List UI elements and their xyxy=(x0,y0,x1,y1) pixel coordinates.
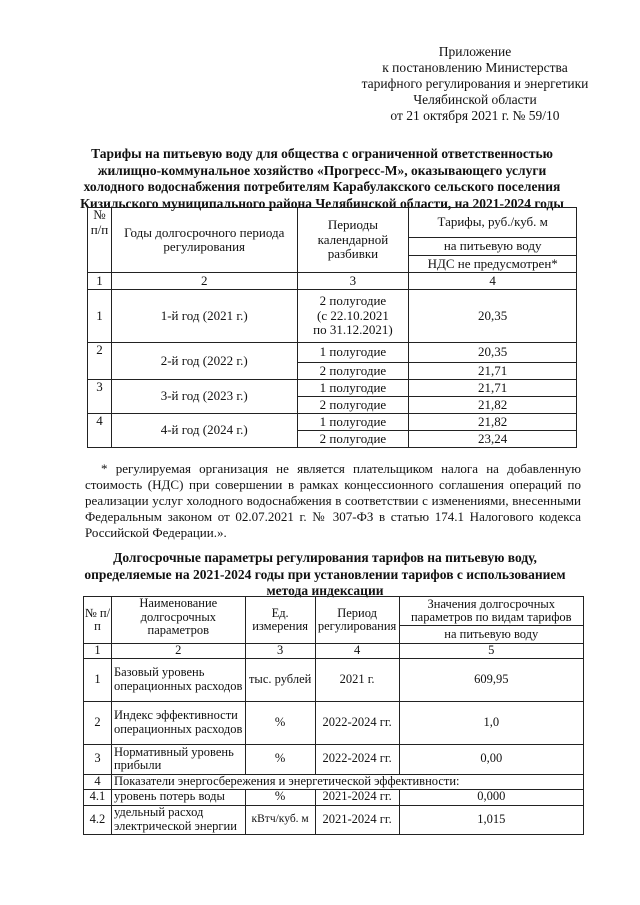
parameter-value-cell: 1,015 xyxy=(399,805,583,834)
table-row xyxy=(88,290,577,343)
table-row xyxy=(84,658,584,701)
tariff-table-title xyxy=(62,146,582,212)
header-cell-num: № п/п xyxy=(88,208,112,273)
tariff-value-cell: 21,71 xyxy=(409,363,577,380)
period-cell: 1 полугодие xyxy=(297,380,409,397)
parameter-name-cell: удельный расход электрической энергии xyxy=(111,805,245,834)
year-cell: 1-й год (2021 г.) xyxy=(111,290,297,343)
appendix-line: Челябинской области xyxy=(413,92,537,107)
column-number-cell: 1 xyxy=(84,644,112,659)
parameter-value-cell: 0,000 xyxy=(399,789,583,805)
header-cell-num: № п/п xyxy=(84,597,112,644)
vat-footnote: * регулируемая организация не является плательщиком налога на добавленную стоимость (НДС) при совершении в рамках концессионного соглашения операций по реализации услуг холодного водоснабжения в соответствии с изменениями, внесенными Федеральным законом от 02.07.2021 г. № 307-ФЗ в статью 174.1 Налогового кодекса Российской Федерации.». xyxy=(85,461,581,540)
unit-cell: % xyxy=(245,789,315,805)
row-num-cell: 2 xyxy=(84,701,112,744)
period-line: 2 полугодие xyxy=(319,293,387,309)
row-num-cell: 4 xyxy=(84,774,112,789)
parameter-name-cell: Индекс эффективности операционных расходов xyxy=(111,701,245,744)
header-cell-period: Период регулирования xyxy=(315,597,399,644)
column-number-cell: 4 xyxy=(409,273,577,290)
column-number-cell: 2 xyxy=(111,644,245,659)
parameter-value-cell: 609,95 xyxy=(399,658,583,701)
period-line: по 31.12.2021) xyxy=(313,322,393,338)
table-row xyxy=(84,744,584,774)
row-num-cell: 4.1 xyxy=(84,789,112,805)
row-num-cell: 1 xyxy=(88,290,112,343)
column-number-cell: 2 xyxy=(111,273,297,290)
title-line: метода индексации xyxy=(266,583,384,598)
title-line: холодного водоснабжения потребителям Карабулакского сельского поселения xyxy=(83,179,561,194)
row-num-cell: 4 xyxy=(88,414,112,448)
header-cell-years: Годы долгосрочного периода регулирования xyxy=(111,208,297,273)
header-cell-vat: НДС не предусмотрен* xyxy=(409,255,577,272)
period-cell: 2 полугодие xyxy=(297,363,409,380)
period-cell: 2 полугодие xyxy=(297,431,409,448)
parameter-value-cell: 0,00 xyxy=(399,744,583,774)
tariff-value-cell: 20,35 xyxy=(409,343,577,363)
title-line: Тарифы на питьевую воду для общества с ограниченной ответственностью xyxy=(91,146,553,161)
parameter-value-cell: 1,0 xyxy=(399,701,583,744)
period-cell: 2021-2024 гг. xyxy=(315,789,399,805)
column-number-cell: 4 xyxy=(315,644,399,659)
appendix-line: от 21 октября 2021 г. № 59/10 xyxy=(390,108,560,123)
appendix-header xyxy=(330,44,620,124)
period-cell: 1 полугодие xyxy=(297,414,409,431)
period-cell: 2022-2024 гг. xyxy=(315,701,399,744)
title-line: Долгосрочные параметры регулирования тарифов на питьевую воду, xyxy=(113,550,537,565)
row-num-cell: 4.2 xyxy=(84,805,112,834)
appendix-line: тарифного регулирования и энергетики xyxy=(361,76,589,91)
table-row xyxy=(84,701,584,744)
table-row xyxy=(84,805,584,834)
header-cell-periods: Периоды календарной разбивки xyxy=(297,208,409,273)
column-number-cell: 3 xyxy=(245,644,315,659)
tariff-table xyxy=(87,207,577,448)
table-row xyxy=(88,380,577,397)
appendix-line: к постановлению Министерства xyxy=(382,60,568,75)
period-cell: 1 полугодие xyxy=(297,343,409,363)
header-cell-values: Значения долгосрочных параметров по видам тарифов xyxy=(399,597,583,626)
unit-cell: % xyxy=(245,701,315,744)
year-cell: 3-й год (2023 г.) xyxy=(111,380,297,414)
header-cell-name: Наименование долгосрочных параметров xyxy=(111,597,245,644)
table-row xyxy=(84,774,584,789)
period-line: (с 22.10.2021 xyxy=(317,307,389,323)
tariff-value-cell: 21,82 xyxy=(409,414,577,431)
table-row xyxy=(84,789,584,805)
table-row xyxy=(88,343,577,363)
parameter-group-cell: Показатели энергосбережения и энергетической эффективности: xyxy=(111,774,583,789)
title-line: жилищно-коммунальное хозяйство «Прогресс-М», оказывающего услуги xyxy=(97,162,547,178)
period-cell: 2022-2024 гг. xyxy=(315,744,399,774)
period-cell xyxy=(297,290,409,343)
title-line: определяемые на 2021-2024 годы при установлении тарифов с использованием xyxy=(84,566,566,582)
unit-cell: тыс. рублей xyxy=(245,658,315,701)
appendix-line: Приложение xyxy=(438,44,512,59)
header-cell-water: на питьевую воду xyxy=(409,238,577,255)
row-num-cell: 1 xyxy=(84,658,112,701)
tariff-value-cell: 21,71 xyxy=(409,380,577,397)
title-line: Кизильского муниципального района Челябинской области, на 2021-2024 годы xyxy=(80,195,564,211)
tariff-value-cell: 20,35 xyxy=(409,290,577,343)
row-num-cell: 2 xyxy=(88,343,112,380)
column-number-cell: 1 xyxy=(88,273,112,290)
parameter-name-cell: Нормативный уровень прибыли xyxy=(111,744,245,774)
parameters-table-title xyxy=(70,550,580,600)
header-cell-water: на питьевую воду xyxy=(399,626,583,644)
tariff-value-cell: 23,24 xyxy=(409,431,577,448)
parameter-name-cell: Базовый уровень операционных расходов xyxy=(111,658,245,701)
header-cell-unit: Ед. измерения xyxy=(245,597,315,644)
year-cell: 4-й год (2024 г.) xyxy=(111,414,297,448)
unit-cell: % xyxy=(245,744,315,774)
row-num-cell: 3 xyxy=(88,380,112,414)
period-cell: 2021 г. xyxy=(315,658,399,701)
tariff-value-cell: 21,82 xyxy=(409,397,577,414)
column-number-cell: 5 xyxy=(399,644,583,659)
column-number-cell: 3 xyxy=(297,273,409,290)
row-num-cell: 3 xyxy=(84,744,112,774)
header-cell-tariff: Тарифы, руб./куб. м xyxy=(409,208,577,238)
parameters-table xyxy=(83,596,584,835)
period-cell: 2 полугодие xyxy=(297,397,409,414)
unit-cell: кВтч/куб. м xyxy=(245,805,315,834)
parameter-name-cell: уровень потерь воды xyxy=(111,789,245,805)
year-cell: 2-й год (2022 г.) xyxy=(111,343,297,380)
table-row xyxy=(88,414,577,431)
period-cell: 2021-2024 гг. xyxy=(315,805,399,834)
